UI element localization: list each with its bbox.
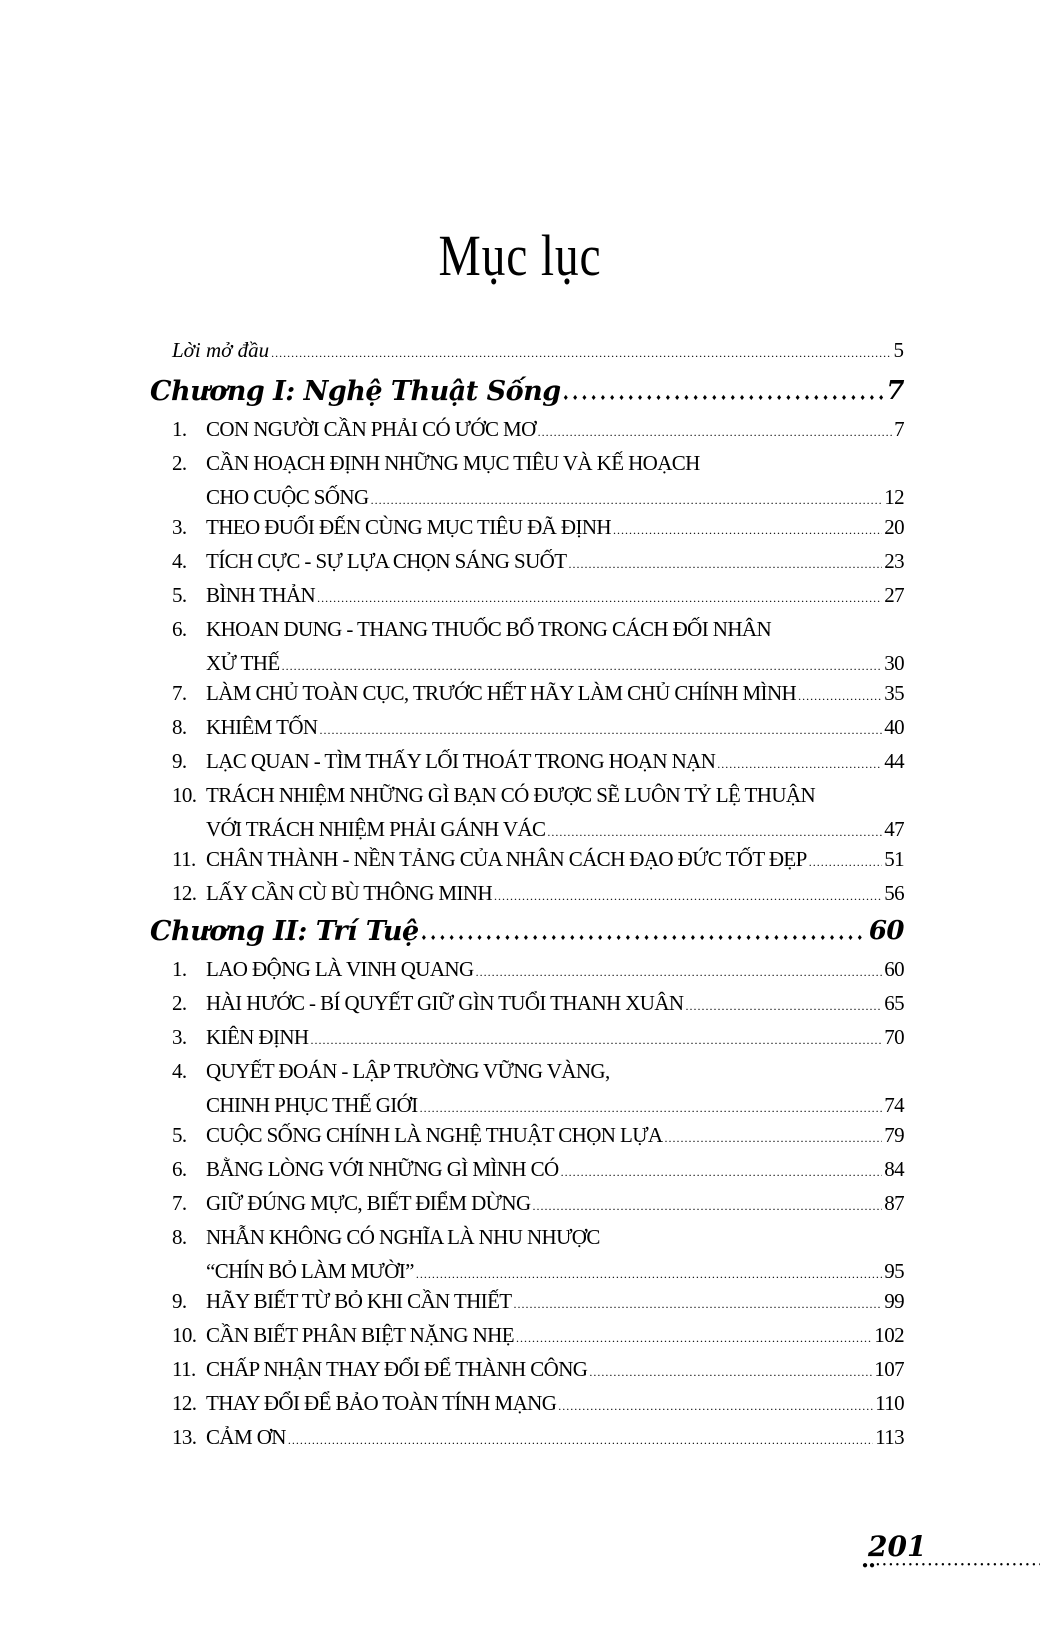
entry-label	[172, 510, 611, 544]
entry-line-1	[172, 1054, 904, 1088]
entry-page: 99	[884, 1289, 904, 1313]
entry-line-1	[172, 446, 904, 480]
chapter-title: Chương I: Nghệ Thuật Sống	[150, 375, 561, 407]
entry-line-2	[172, 646, 904, 680]
entry-title: HÀI HƯỚC - BÍ QUYẾT GIỮ GÌN TUỔI THANH XUÂN	[206, 991, 684, 1015]
entry-number: 2.	[172, 451, 187, 475]
entry-label	[172, 412, 536, 446]
entry-number: 10.	[172, 783, 197, 807]
entry-label	[172, 1152, 559, 1186]
dot-leader	[589, 1352, 872, 1389]
entry-label	[172, 1220, 600, 1254]
toc-entry[interactable]	[150, 842, 904, 876]
entry-page: 47	[884, 817, 904, 841]
toc-entry[interactable]	[150, 612, 904, 676]
entry-number: 10.	[172, 1323, 197, 1347]
page-title: Mục lục	[438, 223, 602, 288]
entry-label	[172, 986, 684, 1020]
entry-title: CẦN BIẾT PHÂN BIỆT NẶNG NHẸ	[206, 1323, 514, 1347]
toc-entry[interactable]	[150, 744, 904, 778]
toc-entry[interactable]	[150, 544, 904, 578]
entry-number: 7.	[172, 681, 187, 705]
dot-leader	[568, 544, 882, 581]
entry-page: 87	[884, 1191, 904, 1215]
toc-entry[interactable]	[150, 1420, 904, 1454]
entry-number: 4.	[172, 549, 187, 573]
entry-title: BÌNH THẢN	[206, 583, 316, 607]
entry-number: 1.	[172, 417, 187, 441]
entry-label	[172, 744, 715, 778]
dot-leader	[558, 1386, 873, 1423]
entry-title: GIỮ ĐÚNG MỰC, BIẾT ĐIỂM DỪNG	[206, 1191, 531, 1215]
entry-page: 102	[874, 1323, 904, 1347]
entry-label	[172, 1318, 514, 1352]
dot-leader	[561, 1152, 883, 1189]
toc-entry[interactable]	[150, 1152, 904, 1186]
entry-page: 79	[884, 1123, 904, 1147]
entry-page: 70	[884, 1025, 904, 1049]
toc-entry[interactable]	[150, 1118, 904, 1152]
toc-entry[interactable]	[150, 1220, 904, 1284]
entry-page: 20	[884, 515, 904, 539]
entry-line-2	[172, 1088, 904, 1122]
chapter-page: 60	[868, 916, 904, 946]
entry-label	[172, 1284, 512, 1318]
entry-label	[172, 1054, 610, 1088]
toc-entry[interactable]	[150, 446, 904, 510]
dot-leader	[271, 338, 891, 363]
toc-entry[interactable]	[150, 876, 904, 910]
entry-line-1	[172, 612, 904, 646]
dot-leader	[319, 710, 882, 747]
entry-title-continued: CHO CUỘC SỐNG	[206, 485, 369, 509]
dot-leader	[311, 1020, 883, 1057]
entry-number: 3.	[172, 1025, 187, 1049]
entry-label	[172, 778, 815, 812]
entry-page: 110	[875, 1391, 904, 1415]
footer-dot-ornament	[862, 1562, 1040, 1570]
dot-leader	[516, 1318, 872, 1355]
entry-number: 5.	[172, 1123, 187, 1147]
chapter-page: 7	[886, 376, 904, 406]
toc-chapter-heading[interactable]	[150, 910, 904, 952]
entry-label	[172, 676, 796, 710]
entry-page: 107	[874, 1357, 904, 1381]
dot-leader	[317, 578, 882, 615]
entry-title: CUỘC SỐNG CHÍNH LÀ NGHỆ THUẬT CHỌN LỰA	[206, 1123, 663, 1147]
entry-title: LẠC QUAN - TÌM THẤY LỐI THOÁT TRONG HOẠN NẠN	[206, 749, 716, 773]
entry-title-continued: VỚI TRÁCH NHIỆM PHẢI GÁNH VÁC	[206, 817, 546, 841]
entry-label	[172, 1352, 587, 1386]
entry-line-2	[172, 812, 904, 846]
toc-intro-label: Lời mở đầu	[172, 338, 270, 362]
toc-entry[interactable]	[150, 412, 904, 446]
entry-title-continued: “CHÍN BỎ LÀM MƯỜI”	[206, 1259, 414, 1283]
entry-title: KHIÊM TỐN	[206, 715, 318, 739]
toc-entry[interactable]	[150, 1054, 904, 1118]
dot-leader	[613, 510, 882, 547]
toc-entry[interactable]	[150, 676, 904, 710]
entry-label	[172, 1118, 662, 1152]
chapter-title: Chương II: Trí Tuệ	[150, 915, 419, 947]
entry-title: LAO ĐỘNG LÀ VINH QUANG	[206, 957, 474, 981]
entry-title: THAY ĐỔI ĐỂ BẢO TOÀN TÍNH MẠNG	[206, 1391, 557, 1415]
entry-number: 7.	[172, 1191, 187, 1215]
entry-label	[172, 1186, 531, 1220]
toc-entry[interactable]	[150, 510, 904, 544]
entry-title: CẢM ƠN	[206, 1425, 286, 1449]
entry-title: BẰNG LÒNG VỚI NHỮNG GÌ MÌNH CÓ	[206, 1157, 559, 1181]
entry-label	[172, 952, 474, 986]
toc-entry[interactable]	[150, 1386, 904, 1420]
entry-label	[172, 876, 492, 910]
dot-leader	[514, 1284, 883, 1321]
toc-entry[interactable]	[150, 778, 904, 842]
entry-number: 11.	[172, 1357, 196, 1381]
entry-number: 4.	[172, 1059, 187, 1083]
entry-title: THEO ĐUỔI ĐẾN CÙNG MỤC TIÊU ĐÃ ĐỊNH	[206, 515, 611, 539]
dot-leader	[494, 876, 882, 913]
toc-entry[interactable]	[150, 1186, 904, 1220]
entry-title: HÃY BIẾT TỪ BỎ KHI CẦN THIẾT	[206, 1289, 512, 1313]
toc-entry[interactable]	[150, 1020, 904, 1054]
entry-title: LÀM CHỦ TOÀN CỤC, TRƯỚC HẾT HÃY LÀM CHỦ CHÍNH MÌNH	[206, 681, 797, 705]
entry-title: CẦN HOẠCH ĐỊNH NHỮNG MỤC TIÊU VÀ KẾ HOẠCH	[206, 451, 700, 475]
entry-page: 35	[884, 681, 904, 705]
dot-leader	[809, 842, 882, 879]
entry-number: 6.	[172, 617, 187, 641]
entry-number: 1.	[172, 957, 187, 981]
entry-page: 51	[884, 847, 904, 871]
entry-label	[172, 1420, 286, 1454]
entry-number: 13.	[172, 1425, 197, 1449]
entry-number: 11.	[172, 847, 196, 871]
entry-number: 8.	[172, 715, 187, 739]
entry-label	[172, 1020, 309, 1054]
dot-leader	[798, 676, 882, 713]
page-number: 201	[868, 1530, 927, 1563]
dot-leader	[421, 916, 867, 947]
toc-entry[interactable]	[150, 710, 904, 744]
entry-number: 8.	[172, 1225, 187, 1249]
entry-line-1	[172, 778, 904, 812]
entry-label	[172, 446, 700, 480]
entry-title-continued: XỬ THẾ	[206, 651, 280, 675]
toc-entry[interactable]	[150, 1284, 904, 1318]
entry-title: CON NGƯỜI CẦN PHẢI CÓ ƯỚC MƠ	[206, 417, 536, 441]
entry-label	[172, 612, 771, 646]
entry-page: 23	[884, 549, 904, 573]
entry-title-continued: CHINH PHỤC THẾ GIỚI	[206, 1093, 418, 1117]
toc-intro-entry[interactable]	[150, 338, 904, 370]
dot-leader	[476, 952, 883, 989]
entry-title: QUYẾT ĐOÁN - LẬP TRƯỜNG VỮNG VÀNG,	[206, 1059, 610, 1083]
entry-page: 7	[894, 417, 904, 441]
toc-entry[interactable]	[150, 952, 904, 986]
entry-page: 44	[884, 749, 904, 773]
dot-leader	[538, 412, 892, 449]
dot-leader	[533, 1186, 883, 1223]
entry-page: 56	[884, 881, 904, 905]
entry-label	[172, 578, 315, 612]
entry-title: TRÁCH NHIỆM NHỮNG GÌ BẠN CÓ ĐƯỢC SẼ LUÔN TỶ LỆ THUẬN	[206, 783, 816, 807]
entry-title: TÍCH CỰC - SỰ LỰA CHỌN SÁNG SUỐT	[206, 549, 567, 573]
entry-label	[172, 710, 317, 744]
dot-leader	[686, 986, 883, 1023]
entry-label	[172, 1386, 556, 1420]
entry-page: 74	[884, 1093, 904, 1117]
entry-title: CHẤP NHẬN THAY ĐỔI ĐỂ THÀNH CÔNG	[206, 1357, 588, 1381]
entry-number: 2.	[172, 991, 187, 1015]
entry-number: 6.	[172, 1157, 187, 1181]
entry-title: KHOAN DUNG - THANG THUỐC BỔ TRONG CÁCH ĐỐI NHÂN	[206, 617, 772, 641]
entry-page: 60	[884, 957, 904, 981]
toc-intro-page: 5	[893, 338, 904, 362]
entry-page: 27	[884, 583, 904, 607]
entry-line-1	[172, 1220, 904, 1254]
entry-label	[172, 544, 566, 578]
entry-title: LẤY CẦN CÙ BÙ THÔNG MINH	[206, 881, 493, 905]
entry-number: 3.	[172, 515, 187, 539]
entry-title: CHÂN THÀNH - NỀN TẢNG CỦA NHÂN CÁCH ĐẠO ĐỨC TỐT ĐẸP	[206, 847, 807, 871]
entry-page: 12	[884, 485, 904, 509]
entry-line-2	[172, 1254, 904, 1288]
entry-page: 65	[884, 991, 904, 1015]
toc-entry[interactable]	[150, 986, 904, 1020]
dot-leader	[563, 376, 885, 407]
entry-number: 12.	[172, 881, 197, 905]
entry-page: 95	[884, 1259, 904, 1283]
entry-page: 113	[875, 1425, 904, 1449]
entry-title: NHẪN KHÔNG CÓ NGHĨA LÀ NHU NHƯỢC	[206, 1225, 600, 1249]
entry-line-2	[172, 480, 904, 514]
entry-label	[172, 842, 807, 876]
toc-entry[interactable]	[150, 1318, 904, 1352]
toc-entry[interactable]	[150, 1352, 904, 1386]
toc-entry[interactable]	[150, 578, 904, 612]
entry-page: 40	[884, 715, 904, 739]
entry-number: 9.	[172, 749, 187, 773]
dot-leader	[288, 1420, 873, 1457]
entry-number: 9.	[172, 1289, 187, 1313]
entry-number: 12.	[172, 1391, 197, 1415]
toc-chapter-heading[interactable]	[150, 370, 904, 412]
table-of-contents	[150, 338, 904, 1454]
dot-leader	[664, 1118, 882, 1155]
dot-leader	[717, 744, 882, 781]
entry-page: 30	[884, 651, 904, 675]
entry-number: 5.	[172, 583, 187, 607]
entry-title: KIÊN ĐỊNH	[206, 1025, 309, 1049]
entry-page: 84	[884, 1157, 904, 1181]
